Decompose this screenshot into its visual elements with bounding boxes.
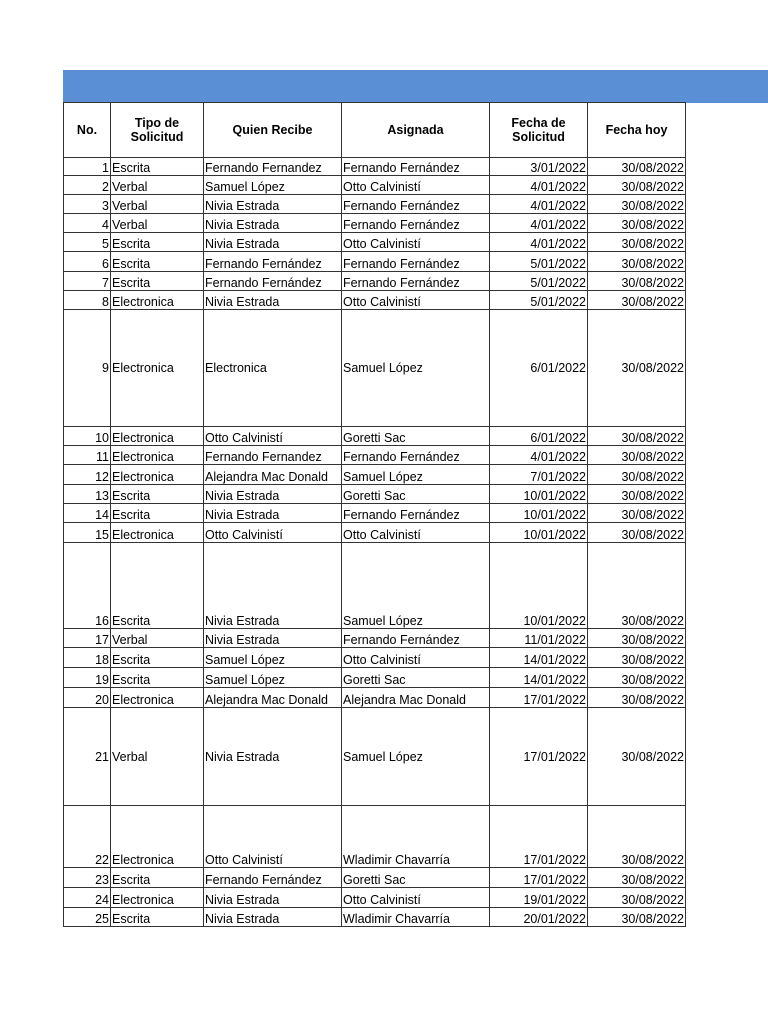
cell-tipo: Escrita — [111, 272, 204, 291]
title-bar — [63, 70, 768, 103]
cell-no: 11 — [64, 446, 111, 465]
cell-fecha-solicitud: 19/01/2022 — [490, 888, 588, 908]
table-row — [64, 688, 686, 708]
cell-tipo: Electronica — [111, 310, 204, 427]
cell-quien-recibe: Otto Calvinistí — [204, 427, 342, 446]
header-quien-recibe: Quien Recibe — [204, 103, 342, 158]
cell-fecha-hoy: 30/08/2022 — [588, 158, 686, 176]
cell-quien-recibe: Nivia Estrada — [204, 485, 342, 504]
cell-no: 13 — [64, 485, 111, 504]
cell-fecha-hoy: 30/08/2022 — [588, 629, 686, 648]
table-row — [64, 214, 686, 233]
cell-fecha-hoy: 30/08/2022 — [588, 485, 686, 504]
cell-no: 7 — [64, 272, 111, 291]
cell-tipo: Electronica — [111, 888, 204, 908]
cell-quien-recibe: Nivia Estrada — [204, 504, 342, 523]
cell-quien-recibe: Fernando Fernández — [204, 868, 342, 888]
cell-fecha-hoy: 30/08/2022 — [588, 668, 686, 688]
cell-fecha-hoy: 30/08/2022 — [588, 195, 686, 214]
header-row — [64, 103, 686, 158]
cell-fecha-hoy: 30/08/2022 — [588, 648, 686, 668]
cell-fecha-hoy: 30/08/2022 — [588, 252, 686, 272]
cell-asignada: Samuel López — [342, 708, 490, 806]
cell-no: 1 — [64, 158, 111, 176]
cell-asignada: Otto Calvinistí — [342, 523, 490, 543]
cell-quien-recibe: Fernando Fernández — [204, 252, 342, 272]
cell-tipo: Verbal — [111, 214, 204, 233]
cell-no: 24 — [64, 888, 111, 908]
cell-no: 15 — [64, 523, 111, 543]
cell-quien-recibe: Fernando Fernandez — [204, 158, 342, 176]
cell-tipo: Electronica — [111, 427, 204, 446]
cell-fecha-solicitud: 14/01/2022 — [490, 668, 588, 688]
cell-quien-recibe: Alejandra Mac Donald — [204, 688, 342, 708]
cell-fecha-solicitud: 5/01/2022 — [490, 272, 588, 291]
cell-fecha-hoy: 30/08/2022 — [588, 446, 686, 465]
cell-asignada: Fernando Fernández — [342, 214, 490, 233]
cell-fecha-solicitud: 10/01/2022 — [490, 504, 588, 523]
cell-no: 19 — [64, 668, 111, 688]
cell-fecha-solicitud: 17/01/2022 — [490, 688, 588, 708]
table-row — [64, 648, 686, 668]
table-row — [64, 888, 686, 908]
cell-fecha-solicitud: 4/01/2022 — [490, 446, 588, 465]
table-row — [64, 806, 686, 868]
cell-quien-recibe: Samuel López — [204, 668, 342, 688]
cell-fecha-hoy: 30/08/2022 — [588, 908, 686, 927]
cell-fecha-solicitud: 6/01/2022 — [490, 427, 588, 446]
table-row — [64, 629, 686, 648]
table-row — [64, 668, 686, 688]
cell-no: 3 — [64, 195, 111, 214]
cell-no: 20 — [64, 688, 111, 708]
cell-quien-recibe: Alejandra Mac Donald — [204, 465, 342, 485]
cell-asignada: Fernando Fernández — [342, 195, 490, 214]
cell-fecha-solicitud: 10/01/2022 — [490, 523, 588, 543]
cell-no: 4 — [64, 214, 111, 233]
cell-fecha-hoy: 30/08/2022 — [588, 310, 686, 427]
cell-quien-recibe: Nivia Estrada — [204, 543, 342, 629]
cell-tipo: Escrita — [111, 648, 204, 668]
table-row — [64, 195, 686, 214]
cell-asignada: Goretti Sac — [342, 485, 490, 504]
cell-asignada: Wladimir Chavarría — [342, 908, 490, 927]
table-row — [64, 868, 686, 888]
cell-tipo: Escrita — [111, 252, 204, 272]
cell-fecha-hoy: 30/08/2022 — [588, 465, 686, 485]
table-row — [64, 543, 686, 629]
table-row — [64, 252, 686, 272]
cell-quien-recibe: Nivia Estrada — [204, 888, 342, 908]
cell-no: 22 — [64, 806, 111, 868]
cell-tipo: Electronica — [111, 465, 204, 485]
cell-no: 8 — [64, 291, 111, 310]
cell-tipo: Escrita — [111, 233, 204, 252]
cell-asignada: Wladimir Chavarría — [342, 806, 490, 868]
cell-tipo: Verbal — [111, 176, 204, 195]
header-asignada: Asignada — [342, 103, 490, 158]
cell-no: 23 — [64, 868, 111, 888]
cell-no: 14 — [64, 504, 111, 523]
cell-asignada: Samuel López — [342, 310, 490, 427]
cell-fecha-solicitud: 4/01/2022 — [490, 233, 588, 252]
cell-asignada: Otto Calvinistí — [342, 233, 490, 252]
cell-tipo: Verbal — [111, 629, 204, 648]
cell-fecha-solicitud: 17/01/2022 — [490, 868, 588, 888]
cell-quien-recibe: Samuel López — [204, 648, 342, 668]
cell-tipo: Electronica — [111, 446, 204, 465]
cell-asignada: Goretti Sac — [342, 868, 490, 888]
table-body — [64, 158, 686, 927]
cell-fecha-hoy: 30/08/2022 — [588, 888, 686, 908]
cell-asignada: Otto Calvinistí — [342, 888, 490, 908]
cell-fecha-hoy: 30/08/2022 — [588, 523, 686, 543]
cell-fecha-hoy: 30/08/2022 — [588, 214, 686, 233]
cell-fecha-solicitud: 10/01/2022 — [490, 485, 588, 504]
header-fecha-solicitud: Fecha de Solicitud — [490, 103, 588, 158]
cell-fecha-hoy: 30/08/2022 — [588, 427, 686, 446]
cell-tipo: Verbal — [111, 708, 204, 806]
cell-fecha-hoy: 30/08/2022 — [588, 176, 686, 195]
table-row — [64, 908, 686, 927]
cell-fecha-solicitud: 17/01/2022 — [490, 806, 588, 868]
cell-quien-recibe: Fernando Fernández — [204, 272, 342, 291]
cell-fecha-hoy: 30/08/2022 — [588, 868, 686, 888]
cell-fecha-hoy: 30/08/2022 — [588, 272, 686, 291]
cell-asignada: Otto Calvinistí — [342, 648, 490, 668]
table-row — [64, 708, 686, 806]
table-row — [64, 523, 686, 543]
cell-asignada: Otto Calvinistí — [342, 291, 490, 310]
table-row — [64, 158, 686, 176]
cell-no: 9 — [64, 310, 111, 427]
cell-quien-recibe: Otto Calvinistí — [204, 523, 342, 543]
cell-asignada: Fernando Fernández — [342, 504, 490, 523]
cell-tipo: Escrita — [111, 668, 204, 688]
cell-fecha-solicitud: 5/01/2022 — [490, 291, 588, 310]
cell-fecha-solicitud: 11/01/2022 — [490, 629, 588, 648]
cell-fecha-hoy: 30/08/2022 — [588, 543, 686, 629]
cell-tipo: Escrita — [111, 543, 204, 629]
cell-quien-recibe: Nivia Estrada — [204, 908, 342, 927]
cell-tipo: Escrita — [111, 868, 204, 888]
cell-fecha-hoy: 30/08/2022 — [588, 708, 686, 806]
cell-fecha-solicitud: 7/01/2022 — [490, 465, 588, 485]
cell-tipo: Electronica — [111, 688, 204, 708]
header-no: No. — [64, 103, 111, 158]
cell-quien-recibe: Nivia Estrada — [204, 629, 342, 648]
cell-quien-recibe: Nivia Estrada — [204, 233, 342, 252]
cell-tipo: Escrita — [111, 158, 204, 176]
cell-asignada: Fernando Fernández — [342, 158, 490, 176]
cell-asignada: Samuel López — [342, 543, 490, 629]
cell-tipo: Escrita — [111, 485, 204, 504]
cell-fecha-solicitud: 14/01/2022 — [490, 648, 588, 668]
cell-fecha-hoy: 30/08/2022 — [588, 688, 686, 708]
cell-no: 6 — [64, 252, 111, 272]
cell-asignada: Goretti Sac — [342, 427, 490, 446]
cell-asignada: Fernando Fernández — [342, 446, 490, 465]
cell-asignada: Samuel López — [342, 465, 490, 485]
cell-tipo: Escrita — [111, 908, 204, 927]
header-tipo: Tipo de Solicitud — [111, 103, 204, 158]
cell-fecha-solicitud: 20/01/2022 — [490, 908, 588, 927]
cell-fecha-solicitud: 10/01/2022 — [490, 543, 588, 629]
cell-fecha-solicitud: 17/01/2022 — [490, 708, 588, 806]
cell-no: 25 — [64, 908, 111, 927]
cell-fecha-hoy: 30/08/2022 — [588, 806, 686, 868]
cell-fecha-solicitud: 4/01/2022 — [490, 176, 588, 195]
table-row — [64, 272, 686, 291]
table-row — [64, 233, 686, 252]
cell-asignada: Alejandra Mac Donald — [342, 688, 490, 708]
cell-quien-recibe: Otto Calvinistí — [204, 806, 342, 868]
cell-quien-recibe: Electronica — [204, 310, 342, 427]
cell-quien-recibe: Nivia Estrada — [204, 195, 342, 214]
requests-table — [63, 102, 686, 927]
cell-fecha-hoy: 30/08/2022 — [588, 291, 686, 310]
cell-asignada: Otto Calvinistí — [342, 176, 490, 195]
cell-asignada: Goretti Sac — [342, 668, 490, 688]
table-row — [64, 504, 686, 523]
cell-fecha-solicitud: 6/01/2022 — [490, 310, 588, 427]
cell-fecha-solicitud: 4/01/2022 — [490, 214, 588, 233]
cell-no: 12 — [64, 465, 111, 485]
cell-no: 17 — [64, 629, 111, 648]
table-row — [64, 427, 686, 446]
cell-tipo: Verbal — [111, 195, 204, 214]
table-row — [64, 446, 686, 465]
cell-no: 21 — [64, 708, 111, 806]
cell-no: 5 — [64, 233, 111, 252]
cell-tipo: Escrita — [111, 504, 204, 523]
cell-no: 16 — [64, 543, 111, 629]
cell-fecha-hoy: 30/08/2022 — [588, 504, 686, 523]
cell-quien-recibe: Nivia Estrada — [204, 291, 342, 310]
cell-tipo: Electronica — [111, 291, 204, 310]
cell-fecha-solicitud: 4/01/2022 — [490, 195, 588, 214]
cell-fecha-solicitud: 5/01/2022 — [490, 252, 588, 272]
cell-quien-recibe: Nivia Estrada — [204, 214, 342, 233]
cell-no: 18 — [64, 648, 111, 668]
cell-fecha-solicitud: 3/01/2022 — [490, 158, 588, 176]
cell-asignada: Fernando Fernández — [342, 629, 490, 648]
header-fecha-hoy: Fecha hoy — [588, 103, 686, 158]
cell-tipo: Electronica — [111, 806, 204, 868]
cell-asignada: Fernando Fernández — [342, 272, 490, 291]
cell-quien-recibe: Fernando Fernandez — [204, 446, 342, 465]
cell-tipo: Electronica — [111, 523, 204, 543]
cell-no: 10 — [64, 427, 111, 446]
table-row — [64, 485, 686, 504]
cell-fecha-hoy: 30/08/2022 — [588, 233, 686, 252]
table-row — [64, 176, 686, 195]
table-row — [64, 310, 686, 427]
cell-asignada: Fernando Fernández — [342, 252, 490, 272]
cell-no: 2 — [64, 176, 111, 195]
cell-quien-recibe: Samuel López — [204, 176, 342, 195]
table-row — [64, 465, 686, 485]
cell-quien-recibe: Nivia Estrada — [204, 708, 342, 806]
table-row — [64, 291, 686, 310]
